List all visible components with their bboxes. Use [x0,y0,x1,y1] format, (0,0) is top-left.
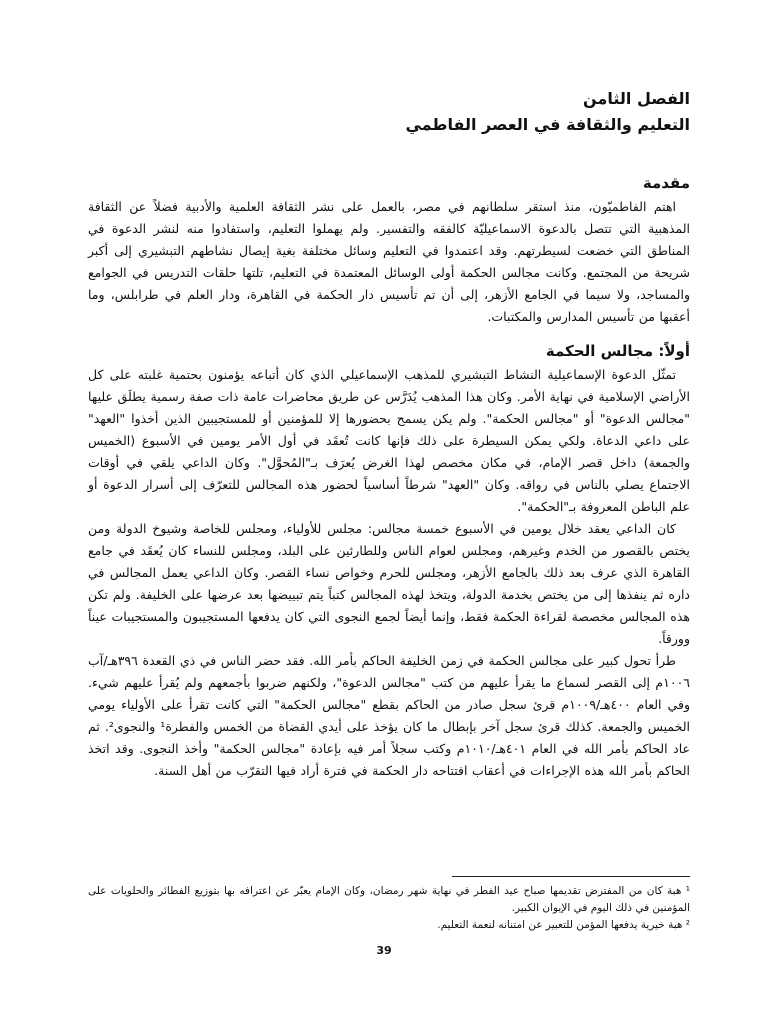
section-paragraph: طرأ تحول كبير على مجالس الحكمة في زمن الخليفة الحاكم بأمر الله. فقد حضر الناس في ذي القعدة ٣٩٦هـ/آب ١٠٠٦م إلى القصر لسماع ما يقرأ عليهم من كتب "مجالس الدعوة"، ولكنهم ضربوا بأجمعهم ولم يُقرأ عليهم شيء. وفي العام ٤٠٠هـ/١٠٠٩م قرئ سجل صادر من الحاكم بقطع "مجالس الحكمة" التي كانت تقرأ على الأولياء يومي الخميس والجمعة. كذلك قرئ سجل آخر بإبطال ما كان يؤخذ على أيدي القضاة من الخمس والفطرة¹ والنجوى². ثم عاد الحاكم بأمر الله في العام ٤٠١هـ/١٠١٠م وكتب سجلاً أمر فيه بإعادة "مجالس الحكمة" وأخذ النجوى. وقد اتخذ الحاكم بأمر الله هذه الإجراءات في أعقاب افتتاحه دار الحكمة في فترة أراد فيها التقرّب من أهل السنة. [88,653,690,778]
footnotes [88,876,690,934]
intro-paragraph: اهتم الفاطميّون، منذ استقر سلطانهم في مصر، بالعمل على نشر الثقافة العلمية والأدبية فضلاً عن الثقافة المذهبية التي تتصل بالدعوة الاسماعيليّة كالفقه والتفسير. ولم يهملوا التعليم، واستفادوا منه لنشر الدعوة في المناطق التي خضعت لسيطرتهم. وقد اعتمدوا في التعليم وسائل مختلفة بغية إيصال نشاطهم التبشيري إلى أكبر شريحة من المجتمع. وكانت مجالس الحكمة أولى الوسائل المعتمدة في التعليم، تلتها حلقات التدريس في الجوامع والمساجد، ولا سيما في الجامع الأزهر، إلى أن تم تأسيس دار الحكمة في القاهرة، ودار العلم في طرابلس، وما أعقبها من تأسيس المدارس والمكتبات. [88,199,690,324]
chapter-number: الفصل الثامن [583,89,690,108]
footnote: ¹ هبة كان من المفترض تقديمها صباح عيد الفطر في نهاية شهر رمضان، وكان الإمام يعبّر عن اعترافه بها بتوزيع الفطائر والحلويات على المؤمنين في ذلك اليوم في الإيوان الكبير. [88,885,690,914]
section-paragraph: تمثّل الدعوة الإسماعيلية النشاط التبشيري للمذهب الإسماعيلي الذي كان أتباعه يؤمنون بحتمية غلبته على كل الأراضي الإسلامية في نهاية الأمر. وكان هذا المذهب يُدَرَّس عن طريق محاضرات عامة ذات صفة رسمية يطلَق عليها "مجالس الدعوة" أو "مجالس الحكمة". ولم يكن يسمح بحضورها إلا للمؤمنين أو للمستجيبين الذين أخذوا "العهد" على داعي الدعاة. ولكي يمكن السيطرة على ذلك فإنها كانت تُعقَد في أول الأمر يومين في الأسبوع (الخميس والجمعة) داخل قصر الإمام، في مكان مخصص لهذا الغرض يُعرَف بـ"المُحوَّل". وكان الداعي يلقي في أوقات الاجتماع يصلي بالناس في رواقه. وكان "العهد" شرطاً أساسياً لحضور هذه المجالس للتعرّف إلى أسرار الدعوة أو علم الباطن المعروفة بـ"الحكمة". [88,367,690,514]
intro-heading: مقدمة [642,174,690,192]
page-number: 39 [376,944,392,957]
section-heading-wisdom-councils: أولاً: مجالس الحكمة [545,342,690,360]
page-body [88,88,690,782]
chapter-title: التعليم والثقافة في العصر الفاطمي [405,115,690,134]
section-paragraph: كان الداعي يعقد خلال يومين في الأسبوع خمسة مجالس: مجلس للأولياء، ومجلس للخاصة وشيوخ الدولة ومن يختص بالقصور من الخدم وغيرهم، ومجلس لعوام الناس وللطارئين على البلد، ومجلس للنساء كان يُعقَد في جامع القاهرة الذي عرف بعد ذلك بالجامع الأزهر، ومجلس للحرم وخواص نساء القصر. وكان الداعي يعمل المجالس في داره ثم ينفذها إلى من يختص بخدمة الدولة، ويتخذ لهذه المجالس كتباً يتم تبييضها بعد عرضها على الخليفة. ولم تكن هذه المجالس مخصصة لقراءة الحكمة فقط، وإنما أيضاً لجمع النجوى التي كان يدفعها المستجيبون والمستجيبات عيناً وورقاً. [88,521,690,646]
footnote-divider [452,876,690,877]
footnote: ² هبة خيرية يدفعها المؤمن للتعبير عن امتنانه لنعمة التعليم. [437,919,690,931]
